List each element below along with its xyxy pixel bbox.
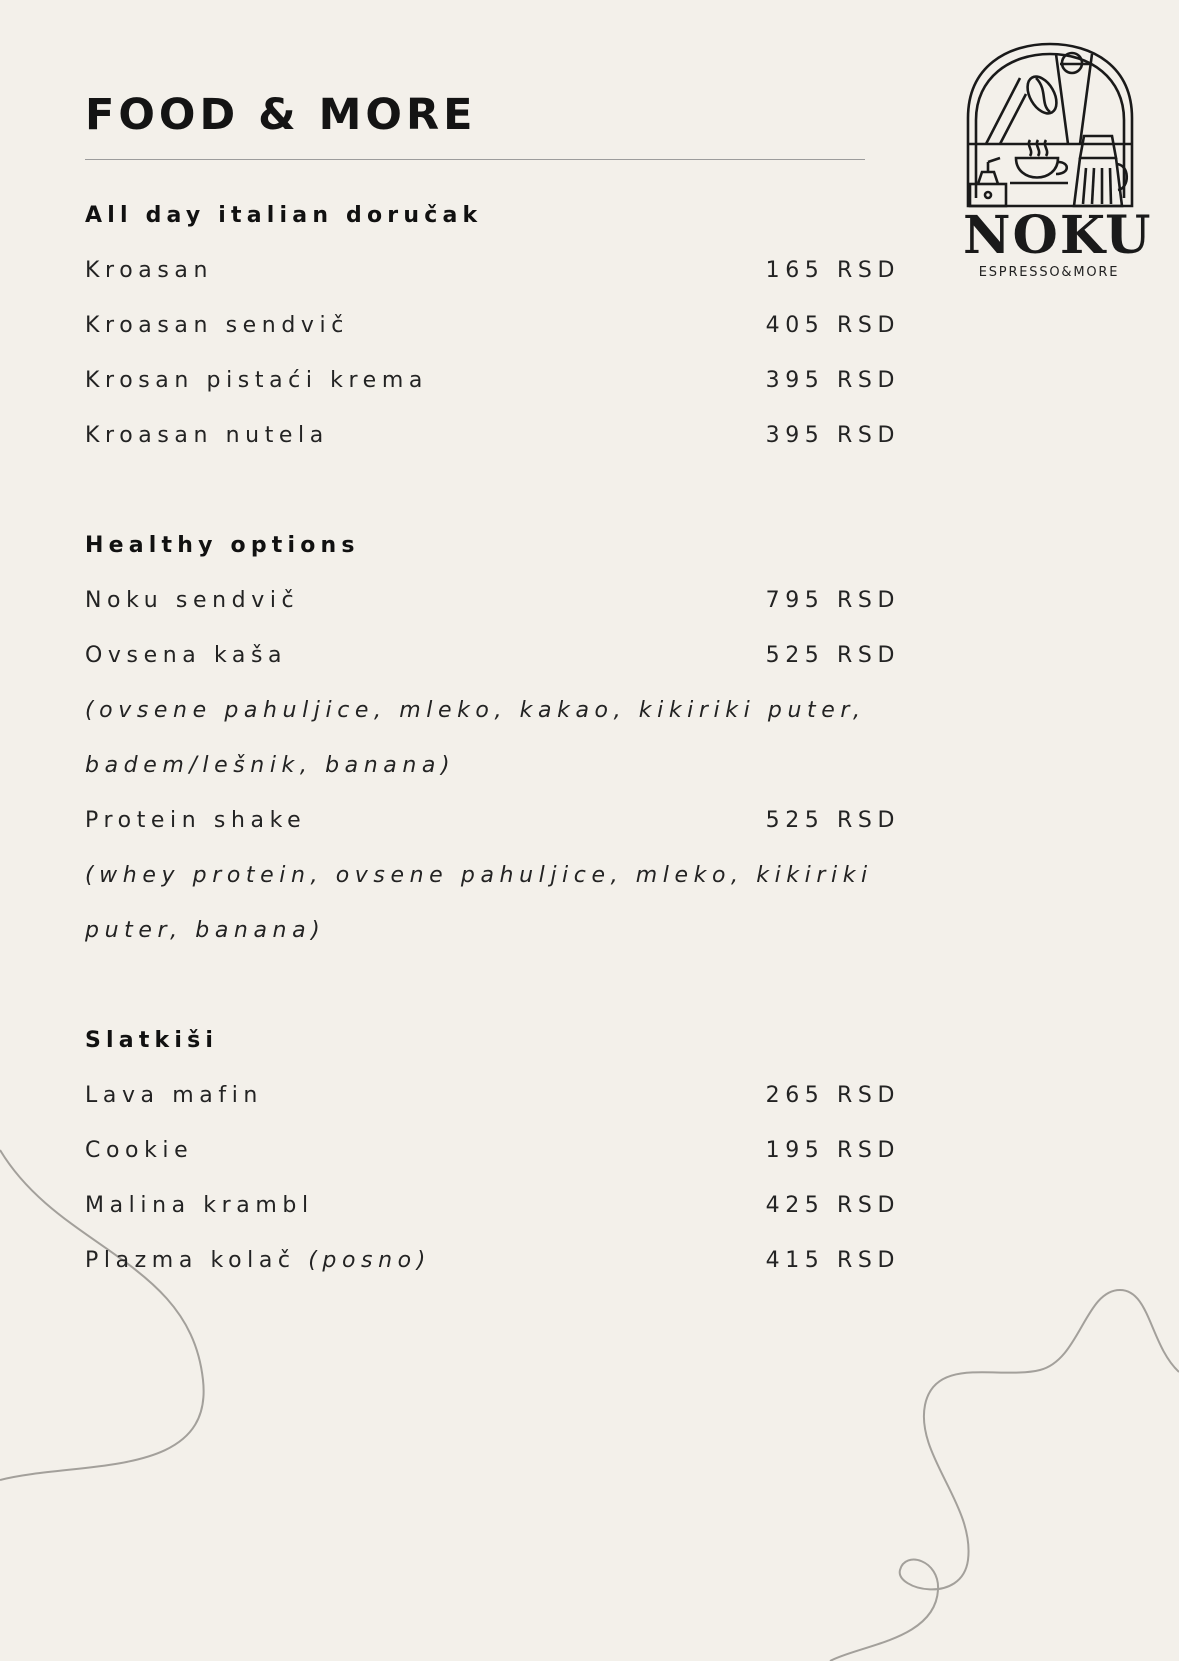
menu-item-name	[85, 1248, 766, 1273]
menu-item-name: Ovsena kaša	[85, 642, 288, 668]
menu-item-description-line: puter, banana)	[85, 917, 326, 943]
menu-item	[85, 635, 900, 675]
menu-item-price: 405 RSD	[765, 312, 900, 338]
menu-item-name: Noku sendvič	[85, 587, 300, 613]
menu-item-description	[85, 855, 900, 895]
menu-item-price: 525 RSD	[765, 642, 900, 668]
menu-item	[85, 415, 900, 455]
menu-item-price: 395 RSD	[765, 422, 900, 448]
menu-item-price: 415 RSD	[765, 1247, 900, 1273]
menu-item-name: Lava mafin	[85, 1082, 263, 1108]
menu-item-price: 425 RSD	[765, 1192, 900, 1218]
menu-item-name: Cookie	[85, 1137, 194, 1163]
menu-item-price: 795 RSD	[765, 587, 900, 613]
menu-item-description-line: (ovsene pahuljice, mleko, kakao, kikiriki puter,	[85, 697, 866, 723]
brand-name: NOKU	[963, 205, 1153, 266]
section-heading-label: Slatkiši	[85, 1027, 219, 1053]
menu-item-price: 265 RSD	[765, 1082, 900, 1108]
menu-item-price: 525 RSD	[765, 807, 900, 833]
menu-item-name: Protein shake	[85, 807, 307, 833]
section-heading-label: Healthy options	[85, 532, 360, 558]
title-divider	[85, 159, 865, 160]
menu-item	[85, 1240, 900, 1280]
menu-item	[85, 800, 900, 840]
menu-item	[85, 250, 900, 290]
menu-item	[85, 1185, 900, 1225]
menu-item-description	[85, 910, 900, 950]
menu-item-name: Krosan pistaći krema	[85, 367, 428, 393]
menu-item-description	[85, 745, 900, 785]
menu-item-note: (posno)	[308, 1247, 431, 1273]
menu-item-name-text: Plazma kolač	[85, 1247, 296, 1273]
menu-item-price: 395 RSD	[765, 367, 900, 393]
section-heading	[85, 525, 900, 565]
menu-item-name: Kroasan sendvič	[85, 312, 349, 338]
menu-item-description	[85, 690, 900, 730]
brand-tagline: ESPRESSO&MORE	[978, 265, 1120, 280]
page-title: FOOD & MORE	[85, 90, 477, 140]
menu-item	[85, 360, 900, 400]
section-heading-label: All day italian doručak	[85, 202, 483, 228]
section-heading	[85, 195, 900, 235]
menu-item-price: 195 RSD	[765, 1137, 900, 1163]
menu-item-description-line: badem/lešnik, banana)	[85, 752, 456, 778]
menu-item-name: Malina krambl	[85, 1192, 314, 1218]
menu-item-price: 165 RSD	[765, 257, 900, 283]
menu-item-description-line: (whey protein, ovsene pahuljice, mleko, kikiriki	[85, 862, 873, 888]
section-heading	[85, 1020, 900, 1060]
right-decorative-curve	[830, 1290, 1179, 1661]
menu-item-name: Kroasan nutela	[85, 422, 329, 448]
menu-item	[85, 1075, 900, 1115]
menu-item	[85, 1130, 900, 1170]
menu-item-name: Kroasan	[85, 257, 214, 283]
menu-item	[85, 580, 900, 620]
menu-item	[85, 305, 900, 345]
